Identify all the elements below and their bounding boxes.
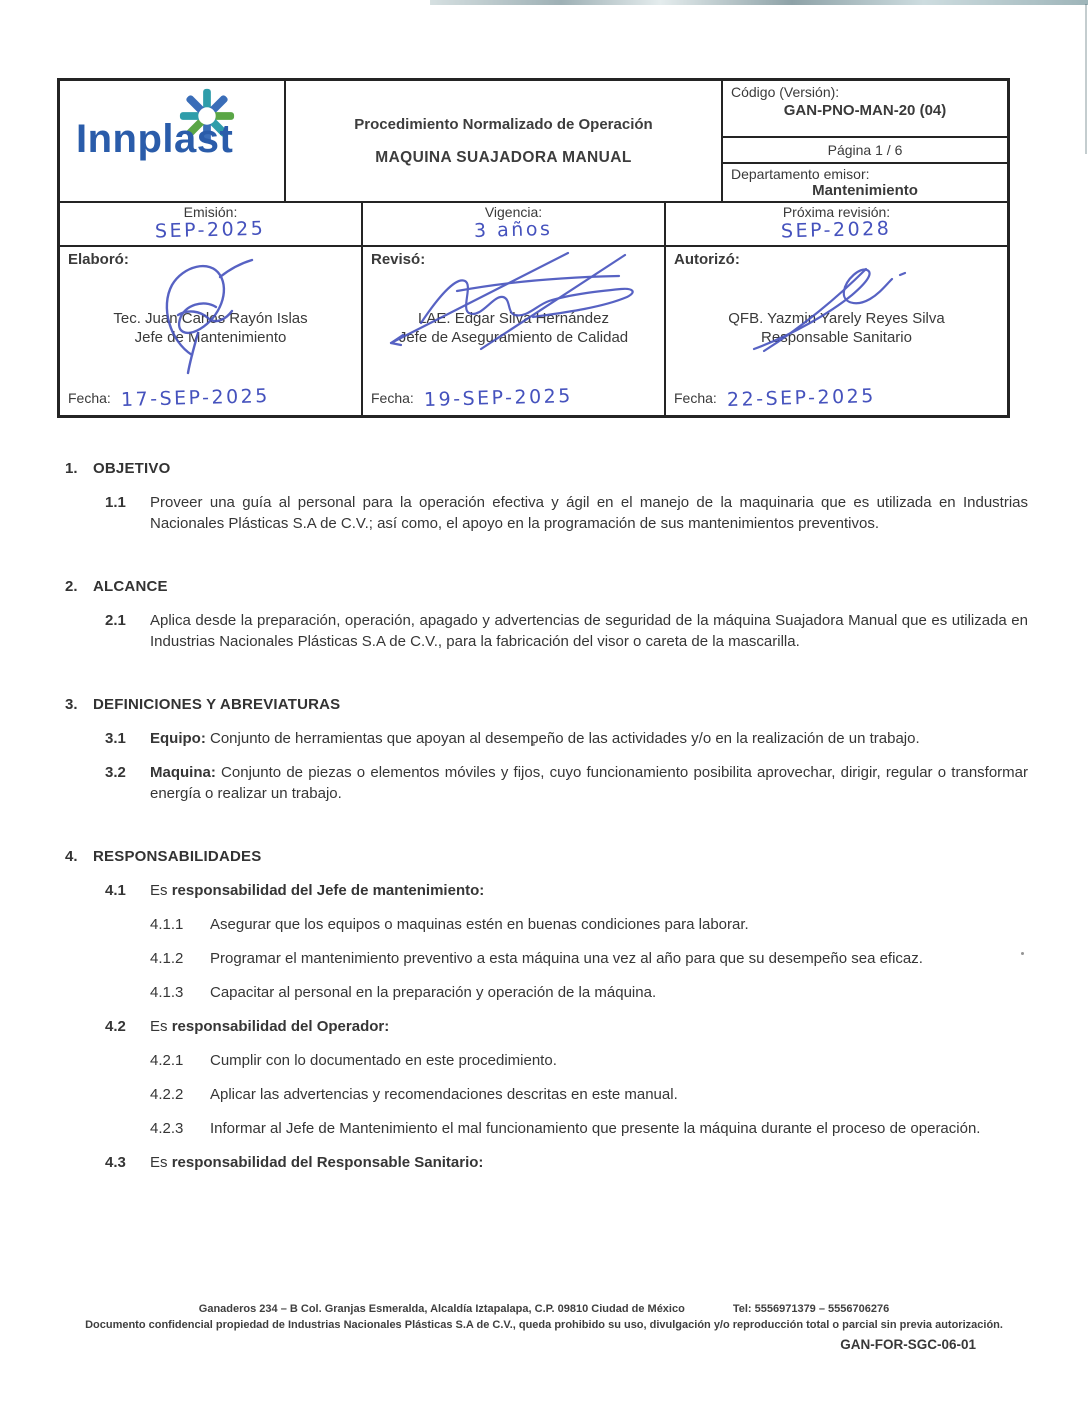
logo-wordmark: Innplast [76,117,234,161]
section-number: 1. [65,460,78,477]
autorizo-cell [664,247,1007,415]
clause-item [105,880,1028,901]
fecha-label: Fecha: [68,390,111,406]
subclause-item [150,1050,1028,1071]
subclause-text: Capacitar al personal en la preparación y operación de la máquina. [210,984,657,1001]
section-title: ALCANCE [93,578,168,595]
elaboro-label: Elaboró: [68,251,129,268]
reviso-label: Revisó: [371,251,426,268]
scan-edge-artifact [430,0,1088,5]
subclause-text: Asegurar que los equipos o maquinas estén en buenas condiciones para laborar. [210,916,749,933]
section-number: 3. [65,696,78,713]
clause-number: 3.1 [105,730,126,747]
elaboro-name: Tec. Juan Carlos Rayón Islas [113,309,308,327]
emision-label: Emisión: [183,204,238,220]
elaboro-cell [60,247,361,415]
section [65,576,1028,652]
footer-address-line [0,1303,1088,1315]
reviso-fecha-row [371,387,656,409]
section-number: 4. [65,848,78,865]
departamento-label: Departamento emisor: [731,166,870,182]
autorizo-fecha-handwritten: 22-SEP-2025 [726,385,876,411]
subclause-item [150,1084,1028,1105]
company-address: Ganaderos 234 – B Col. Granjas Esmeralda, Alcaldía Iztapalapa, C.P. 09810 Ciudad de México [198,1303,685,1315]
clause-number: 4.1 [105,882,126,899]
clause-number: 2.1 [105,612,126,629]
clause-item [105,492,1028,534]
logo-cell [60,81,284,201]
autorizo-name: QFB. Yazmin Yarely Reyes Silva [728,309,945,327]
clause-text: Es responsabilidad del Jefe de mantenimiento: [150,882,485,899]
document-body [65,450,1028,1173]
subclause-text: Aplicar las advertencias y recomendaciones descritas en este manual. [210,1086,678,1103]
code-column [721,81,1007,201]
clause-item [105,1016,1028,1037]
elaboro-name-block [68,309,353,347]
subclause-text: Informar al Jefe de Mantenimiento el mal funcionamiento que presente la máquina durante el proceso de operación. [210,1120,981,1137]
section-title: DEFINICIONES Y ABREVIATURAS [93,696,341,713]
fecha-label: Fecha: [674,390,717,406]
clause-text: Equipo: Conjunto de herramientas que apoyan al desempeño de las actividades y/o en la realización de un trabajo. [150,730,920,747]
clause-lead: Maquina: [150,764,216,781]
clause-lead: responsabilidad del Responsable Sanitario: [171,1154,484,1171]
document-footer [0,1303,1088,1352]
section-heading [65,846,1028,867]
clause-number: 4.3 [105,1154,126,1171]
clause-item [105,728,1028,749]
autorizo-fecha-row [674,387,999,409]
elaboro-fecha-row [68,387,353,409]
reviso-cell [361,247,664,415]
subclause-number: 4.2.2 [150,1086,184,1103]
proxima-revision-label: Próxima revisión: [782,204,891,220]
section-title: OBJETIVO [93,460,171,477]
section [65,694,1028,804]
subclause-item [150,1118,1028,1139]
clause-item [105,610,1028,652]
subclause-number: 4.2.3 [150,1120,184,1137]
vigencia-cell [361,203,664,245]
subclause-number: 4.1.1 [150,916,184,933]
subclause-item [150,948,1028,969]
autorizo-label: Autorizó: [674,251,740,268]
clause-text: Proveer una guía al personal para la operación efectiva y ágil en el manejo de la maquinaria que es utilizada en Industrias Nacionales Plásticas S.A de C.V.; así como, el apoyo en la programación de sus mantenimientos preventivos. [150,494,1028,532]
clause-number: 4.2 [105,1018,126,1035]
autorizo-name-block [674,309,999,347]
emision-cell [60,203,361,245]
reviso-title: Jefe de Aseguramiento de Calidad [398,328,629,346]
departamento-value: Mantenimiento [812,182,918,199]
reviso-name: LAE. Edgar Silva Hernández [418,309,609,327]
elaboro-fecha-handwritten: 17-SEP-2025 [120,385,270,411]
section-heading [65,576,1028,597]
codigo-cell [723,81,1007,136]
autorizo-title: Responsable Sanitario [761,328,912,346]
scan-edge-artifact-right [1085,4,1087,154]
document-type-title: Procedimiento Normalizado de Operación [354,115,653,133]
pagina-cell: Página 1 / 6 [723,136,1007,162]
clause-number: 3.2 [105,764,126,781]
clause-text: Aplica desde la preparación, operación, apagado y advertencias de seguridad de la máquina Suajadora Manual que es utilizada en Industrias Nacionales Plásticas S.A de C.V., para la fabricación del visor o careta de la mascarilla. [150,612,1028,650]
elaboro-title: Jefe de Mantenimiento [134,328,287,346]
confidentiality-notice: Documento confidencial propiedad de Industrias Nacionales Plásticas S.A de C.V., queda prohibido su uso, divulgación y/o reproducción total o parcial sin previa autorización. [85,1319,1003,1331]
clause-lead: responsabilidad del Operador: [171,1018,390,1035]
subclause-item [150,914,1028,935]
fecha-label: Fecha: [371,390,414,406]
company-phone: Tel: 5556971379 – 5556706276 [732,1303,890,1315]
document-title-cell [284,81,721,201]
section-heading [65,458,1028,479]
clause-number: 1.1 [105,494,126,511]
section-number: 2. [65,578,78,595]
clause-lead: Equipo: [150,730,206,747]
subclause-text: Cumplir con lo documentado en este procedimiento. [210,1052,557,1069]
clause-item [105,762,1028,804]
document-header-table [57,78,1010,418]
clause-text: Es responsabilidad del Responsable Sanitario: [150,1154,484,1171]
section [65,458,1028,534]
reviso-fecha-handwritten: 19-SEP-2025 [423,385,573,411]
subclause-number: 4.2.1 [150,1052,184,1069]
section [65,846,1028,1173]
subclause-number: 4.1.2 [150,950,184,967]
section-title: RESPONSABILIDADES [93,848,262,865]
clause-lead: responsabilidad del Jefe de mantenimiento: [171,882,485,899]
clause-item [105,1152,1028,1173]
departamento-cell [723,162,1007,201]
clause-text: Maquina: Conjunto de piezas o elementos móviles y fijos, cuyo funcionamiento posibilita aprovechar, dirigir, regular o transformar energía o realizar un trabajo. [150,764,1028,802]
proxima-revision-handwritten-value: SEP-2028 [781,217,892,243]
vigencia-handwritten-value: 3 años [474,217,553,243]
emision-handwritten-value: SEP-2025 [155,217,266,243]
subclause-text: Programar el mantenimiento preventivo a esta máquina una vez al año para que su desempeño sea eficaz. [210,950,923,967]
vigencia-label: Vigencia: [484,204,543,220]
codigo-value: GAN-PNO-MAN-20 (04) [783,102,947,119]
proxima-revision-cell [664,203,1007,245]
subclause-item [150,982,1028,1003]
clause-text: Es responsabilidad del Operador: [150,1018,390,1035]
form-code: GAN-FOR-SGC-06-01 [840,1337,976,1352]
document-title: MAQUINA SUAJADORA MANUAL [375,148,632,166]
subclause-number: 4.1.3 [150,984,184,1001]
reviso-name-block [371,309,656,347]
section-heading [65,694,1028,715]
codigo-label: Código (Versión): [731,84,840,100]
